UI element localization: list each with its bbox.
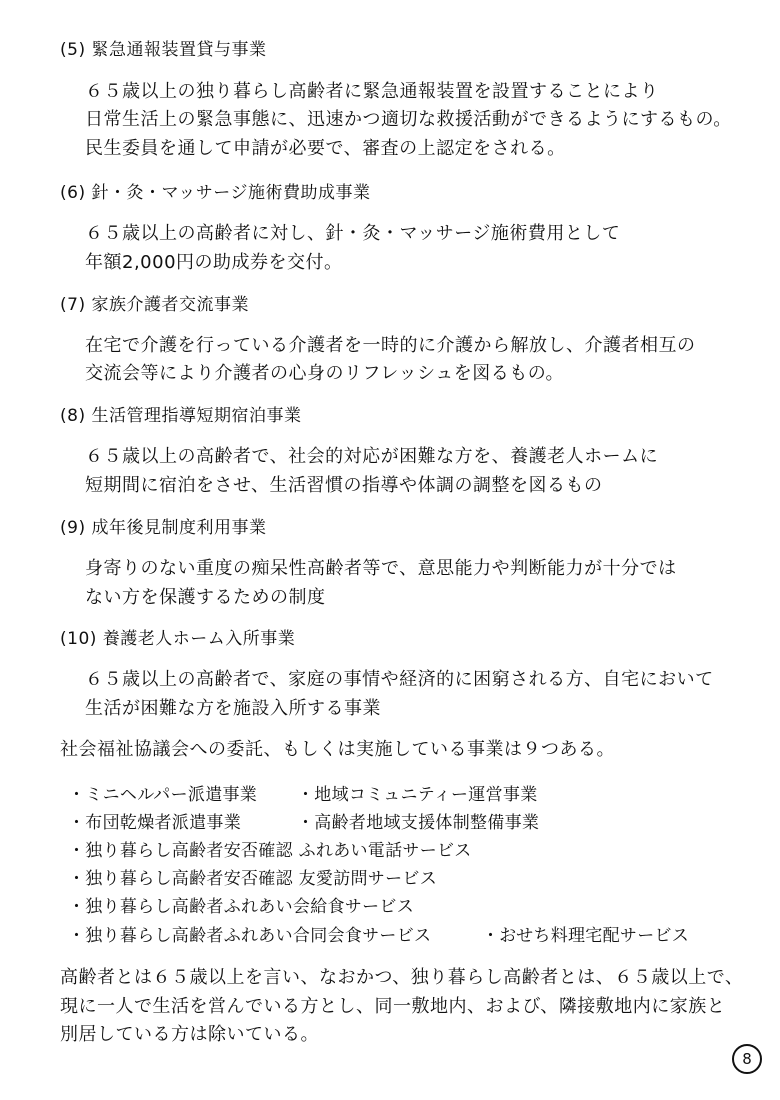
section-text: ６５歳以上の独り暮らし高齢者に緊急通報装置を設置することにより — [85, 81, 659, 102]
list-item: ・地域コミュニティー運営事業 — [297, 785, 538, 805]
section-heading: (10) 養護老人ホーム入所事業 — [60, 629, 296, 649]
definition-text: 別居している方は除いている。 — [60, 1024, 319, 1045]
section-text: ６５歳以上の高齢者で、社会的対応が困難な方を、養護老人ホームに — [85, 446, 659, 467]
section-text: ６５歳以上の高齢者に対し、針・灸・マッサージ施術費用として — [85, 223, 621, 244]
section-text: 身寄りのない重度の痴呆性高齢者等で、意思能力や判断能力が十分では — [85, 558, 677, 579]
section-heading: (8) 生活管理指導短期宿泊事業 — [60, 406, 302, 426]
section-text: 在宅で介護を行っている介護者を一時的に介護から解放し、介護者相互の — [85, 335, 696, 356]
summary-text: 社会福祉協議会への委託、もしくは実施している事業は９つある。 — [60, 739, 615, 760]
section-text: 年額2,000円の助成券を交付。 — [85, 252, 343, 273]
section-heading: (6) 針・灸・マッサージ施術費助成事業 — [60, 183, 371, 203]
list-item: ・独り暮らし高齢者ふれあい合同会食サービス — [68, 926, 432, 946]
list-item: ・高齢者地域支援体制整備事業 — [297, 813, 540, 833]
section-text: 日常生活上の緊急事態に、迅速かつ適切な救援活動ができるようにするもの。 — [85, 109, 732, 130]
section-text: ない方を保護するための制度 — [85, 587, 326, 608]
section-text: ６５歳以上の高齢者で、家庭の事情や経済的に困窮される方、自宅において — [85, 669, 714, 690]
definition-text: 高齢者とは６５歳以上を言い、なおかつ、独り暮らし高齢者とは、６５歳以上で、 — [60, 967, 744, 988]
list-item: ・ミニヘルパー派遣事業 — [68, 785, 258, 805]
page-number: 8 — [732, 1044, 762, 1074]
section-text: 交流会等により介護者の心身のリフレッシュを図るもの。 — [85, 363, 565, 384]
section-text: 短期間に宿泊をさせ、生活習慣の指導や体調の調整を図るもの — [85, 475, 603, 496]
list-item: ・独り暮らし高齢者安否確認 友愛訪問サービス — [68, 869, 438, 889]
list-item: ・おせち料理宅配サービス — [482, 926, 690, 946]
section-heading: (7) 家族介護者交流事業 — [60, 295, 249, 315]
list-item: ・独り暮らし高齢者ふれあい会給食サービス — [68, 897, 414, 917]
list-item: ・独り暮らし高齢者安否確認 ふれあい電話サービス — [68, 841, 472, 861]
section-heading: (9) 成年後見制度利用事業 — [60, 518, 267, 538]
definition-text: 現に一人で生活を営んでいる方とし、同一敷地内、および、隣接敷地内に家族と — [60, 996, 726, 1017]
section-text: 生活が困難な方を施設入所する事業 — [85, 698, 381, 719]
list-item: ・布団乾燥者派遣事業 — [68, 813, 241, 833]
section-text: 民生委員を通して申請が必要で、審査の上認定をされる。 — [85, 138, 566, 159]
section-heading: (5) 緊急通報装置貸与事業 — [60, 40, 267, 60]
